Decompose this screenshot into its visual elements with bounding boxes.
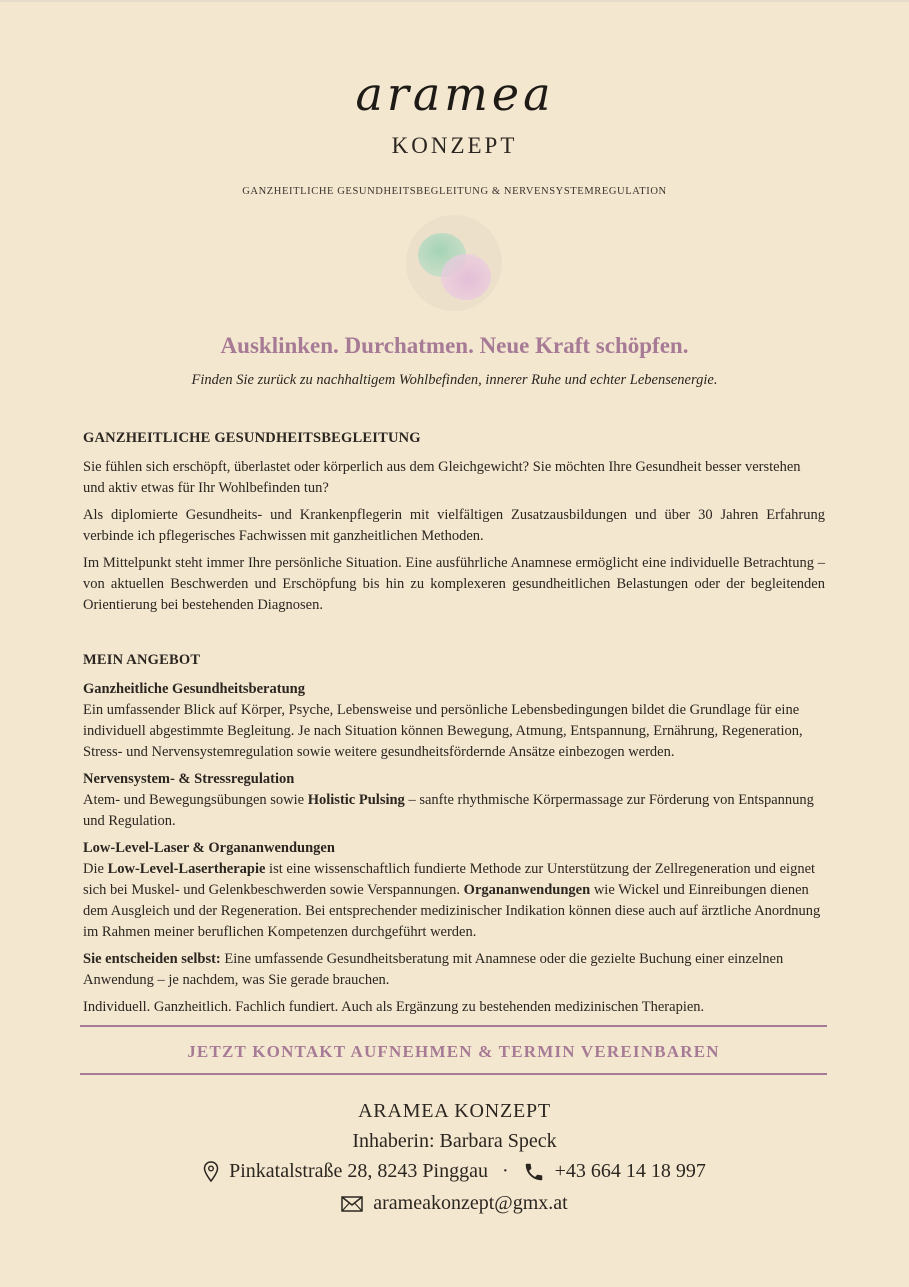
- brand-tagline: GANZHEITLICHE GESUNDHEITSBEGLEITUNG & NERVENSYSTEMREGULATION: [242, 186, 667, 197]
- offer-text-part: – sanfte rhythmische Körpermassage zur Förderung von Entspannung und Regulation.: [83, 792, 814, 829]
- phone-icon: [523, 1161, 545, 1183]
- choice-text: Eine umfassende Gesundheitsberatung mit Anamnese oder die gezielte Buchung einer einzelnen Anwendung – je nachdem, was Sie gerade brauchen.: [83, 951, 784, 988]
- offer-text-part: wie Wickel und Einreibungen dienen dem Ausgleich und der Regeneration. Bei entsprechender medizinischer Indikation können diese auch auf ärztliche Anordnung im Rahmen meiner beruflichen Kompetenzen durchgeführt werden.: [83, 882, 821, 940]
- offer-title: Low-Level-Laser & Organanwendungen: [83, 840, 335, 856]
- brand-script-name: aramea: [354, 67, 555, 121]
- offer-title: Ganzheitliche Gesundheitsberatung: [83, 681, 305, 697]
- contact-address: Pinkatalstraße 28, 8243 Pinggau: [229, 1160, 488, 1182]
- brand-subname: KONZEPT: [391, 133, 518, 158]
- contact-cta-link[interactable]: JETZT KONTAKT AUFNEHMEN & TERMIN VEREINBAREN: [187, 1042, 720, 1061]
- choice-bold: Sie entscheiden selbst:: [83, 951, 221, 967]
- paragraph-intro: Sie fühlen sich erschöpft, überlastet oder körperlich aus dem Gleichgewicht? Sie möchten Ihre Gesundheit besser verstehen und aktiv etwas für Ihr Wohlbefinden tun?: [83, 459, 801, 496]
- contact-phone[interactable]: +43 664 14 18 997: [554, 1160, 706, 1182]
- section-title-gesundheitsbegleitung: GANZHEITLICHE GESUNDHEITSBEGLEITUNG: [83, 430, 421, 446]
- hero-headline: Ausklinken. Durchatmen. Neue Kraft schöpfen.: [220, 333, 689, 358]
- brand-logo: [0, 62, 909, 132]
- paragraph-situation: Im Mittelpunkt steht immer Ihre persönliche Situation. Eine ausführliche Anamnese ermöglicht eine individuelle Betrachtung – von aktuellen Beschwerden und Erschöpfung bis hin zu komplexeren gesundheitlichen Belastungen oder der begleitenden Orientierung bei bestehenden Diagnosen.: [83, 555, 825, 613]
- contact-company: ARAMEA KONZEPT: [358, 1100, 551, 1122]
- offer-text-bold: Low-Level-Lasertherapie: [107, 861, 266, 877]
- offer-text-bold: Organanwendungen: [463, 882, 591, 898]
- top-divider: [0, 0, 909, 2]
- offer-text-bold: Holistic Pulsing: [307, 792, 405, 808]
- offer-text: [83, 859, 825, 943]
- paragraph-choice: [83, 949, 825, 991]
- cta-banner: [80, 1025, 827, 1075]
- envelope-icon: [341, 1196, 363, 1212]
- brand-logo-script: [335, 62, 575, 132]
- offer-item-stressregulation: [83, 769, 825, 832]
- offer-title: Nervensystem- & Stressregulation: [83, 771, 295, 787]
- offer-text-part: Die: [83, 861, 108, 877]
- paragraph-qualification: Als diplomierte Gesundheits- und Krankenpflegerin mit vielfältigen Zusatzausbildungen und über 30 Jahren Erfahrung verbinde ich pflegerisches Fachwissen mit ganzheitlichen Methoden.: [83, 507, 825, 544]
- offer-item-laser: [83, 838, 825, 943]
- main-content: [83, 428, 825, 1024]
- contact-separator: ·: [501, 1160, 509, 1182]
- offer-item-gesundheitsberatung: [83, 679, 825, 763]
- contact-email-line: [0, 1192, 909, 1215]
- offer-text-part: ist eine wissenschaftlich fundierte Methode zur Unterstützung der Zellregeneration und eignet sich bei Muskel- und Gelenkbeschwerden sowie Verspannungen.: [83, 861, 816, 898]
- paragraph-closing: Individuell. Ganzheitlich. Fachlich fundiert. Auch als Ergänzung zu bestehenden medizinischen Therapien.: [83, 999, 705, 1015]
- map-pin-icon: [203, 1161, 219, 1183]
- offer-text: [83, 790, 825, 832]
- contact-email[interactable]: arameakonzept@gmx.at: [373, 1192, 568, 1214]
- hero-subline: Finden Sie zurück zu nachhaltigem Wohlbefinden, innerer Ruhe und echter Lebensenergie.: [191, 372, 718, 388]
- section-title-angebot: MEIN ANGEBOT: [83, 652, 201, 668]
- contact-address-phone: [0, 1160, 909, 1183]
- offer-text-part: Atem- und Bewegungsübungen sowie: [83, 792, 308, 808]
- watercolor-emblem-icon: [404, 213, 504, 313]
- offer-text: Ein umfassender Blick auf Körper, Psyche, Lebensweise und persönliche Lebensbedingungen bildet die Grundlage für eine individuell abgestimmte Begleitung. Je nach Situation können Bewegung, Atmung, Entspannung, Ernährung, Regeneration, Stress- und Nervensystemregulation sowie weitere gesundheitsfördernde Ansätze einbezogen werden.: [83, 702, 803, 760]
- contact-owner: Inhaberin: Barbara Speck: [352, 1130, 557, 1152]
